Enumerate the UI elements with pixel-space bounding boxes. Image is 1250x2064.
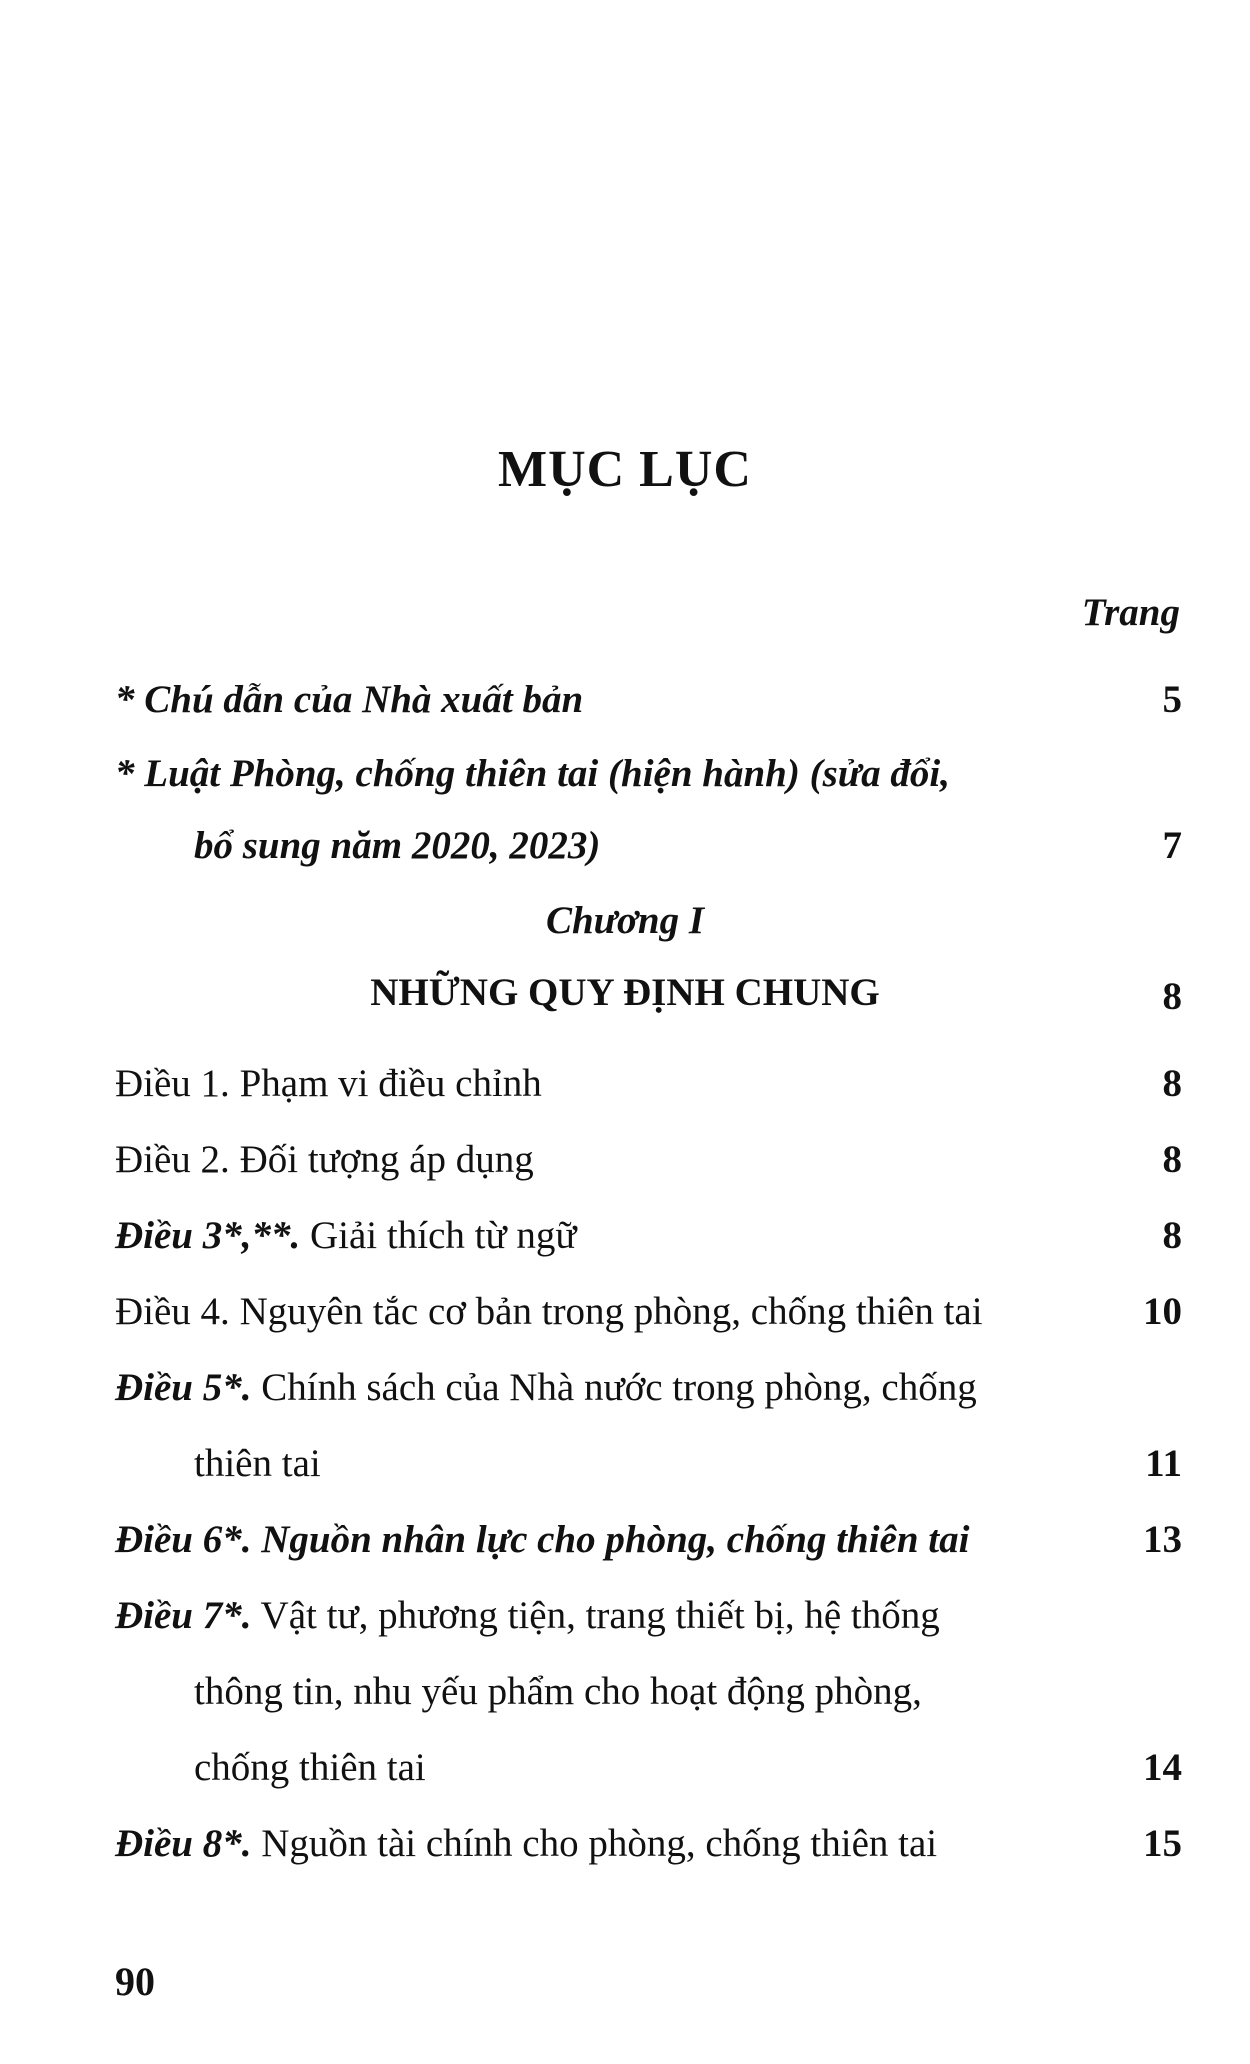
chapter-title[interactable]: NHỮNG QUY ĐỊNH CHUNG [370,971,880,1014]
article-label: Điều 5*. [115,1366,252,1409]
article-page: 8 [1162,1214,1182,1257]
article-label: Điều 1. [115,1062,230,1105]
article-text-line1: Chính sách của Nhà nước trong phòng, chống [261,1366,977,1409]
article-text: Nguồn nhân lực cho phòng, chống thiên tai [261,1518,970,1561]
toc-entry-page: 5 [1162,678,1182,721]
article-page: 8 [1162,1062,1182,1105]
article-label: Điều 2. [115,1138,230,1181]
toc-entry-text: * Chú dẫn của Nhà xuất bản [115,678,584,721]
article-label: Điều 8*. [115,1822,252,1865]
article-label: Điều 6*. [115,1518,252,1561]
article-text-line2: thông tin, nhu yếu phẩm cho hoạt động phòng, [194,1670,922,1713]
article-label: Điều 7*. [115,1594,252,1637]
toc-entry-text-line1: * Luật Phòng, chống thiên tai (hiện hành) (sửa đổi, [115,752,950,795]
article-page: 15 [1143,1822,1182,1865]
toc-entry-page: 7 [1162,824,1182,867]
article-text-line1: Vật tư, phương tiện, trang thiết bị, hệ thống [260,1594,940,1637]
article-page: 8 [1162,1138,1182,1181]
article-page: 11 [1145,1442,1182,1485]
article-text-line3: chống thiên tai [194,1746,426,1789]
article-page: 13 [1143,1518,1182,1561]
article-text: Đối tượng áp dụng [239,1138,534,1181]
article-text: Nguyên tắc cơ bản trong phòng, chống thiên tai [239,1290,983,1333]
chapter-label: Chương I [545,899,705,942]
article-label: Điều 4. [115,1290,230,1333]
article-text: Phạm vi điều chỉnh [239,1062,542,1105]
article-text-line2: thiên tai [194,1442,321,1485]
article-text: Giải thích từ ngữ [310,1214,577,1257]
page-column-label: Trang [1081,591,1180,634]
page-title: MỤC LỤC [498,441,752,498]
chapter-page: 8 [1162,975,1182,1018]
article-page: 10 [1143,1290,1182,1333]
article-text: Nguồn tài chính cho phòng, chống thiên tai [261,1822,938,1865]
page-number: 90 [115,1959,155,2004]
article-page: 14 [1143,1746,1182,1789]
toc-entry-text-line2: bổ sung năm 2020, 2023) [194,824,601,867]
article-label: Điều 3*,**. [115,1214,301,1257]
